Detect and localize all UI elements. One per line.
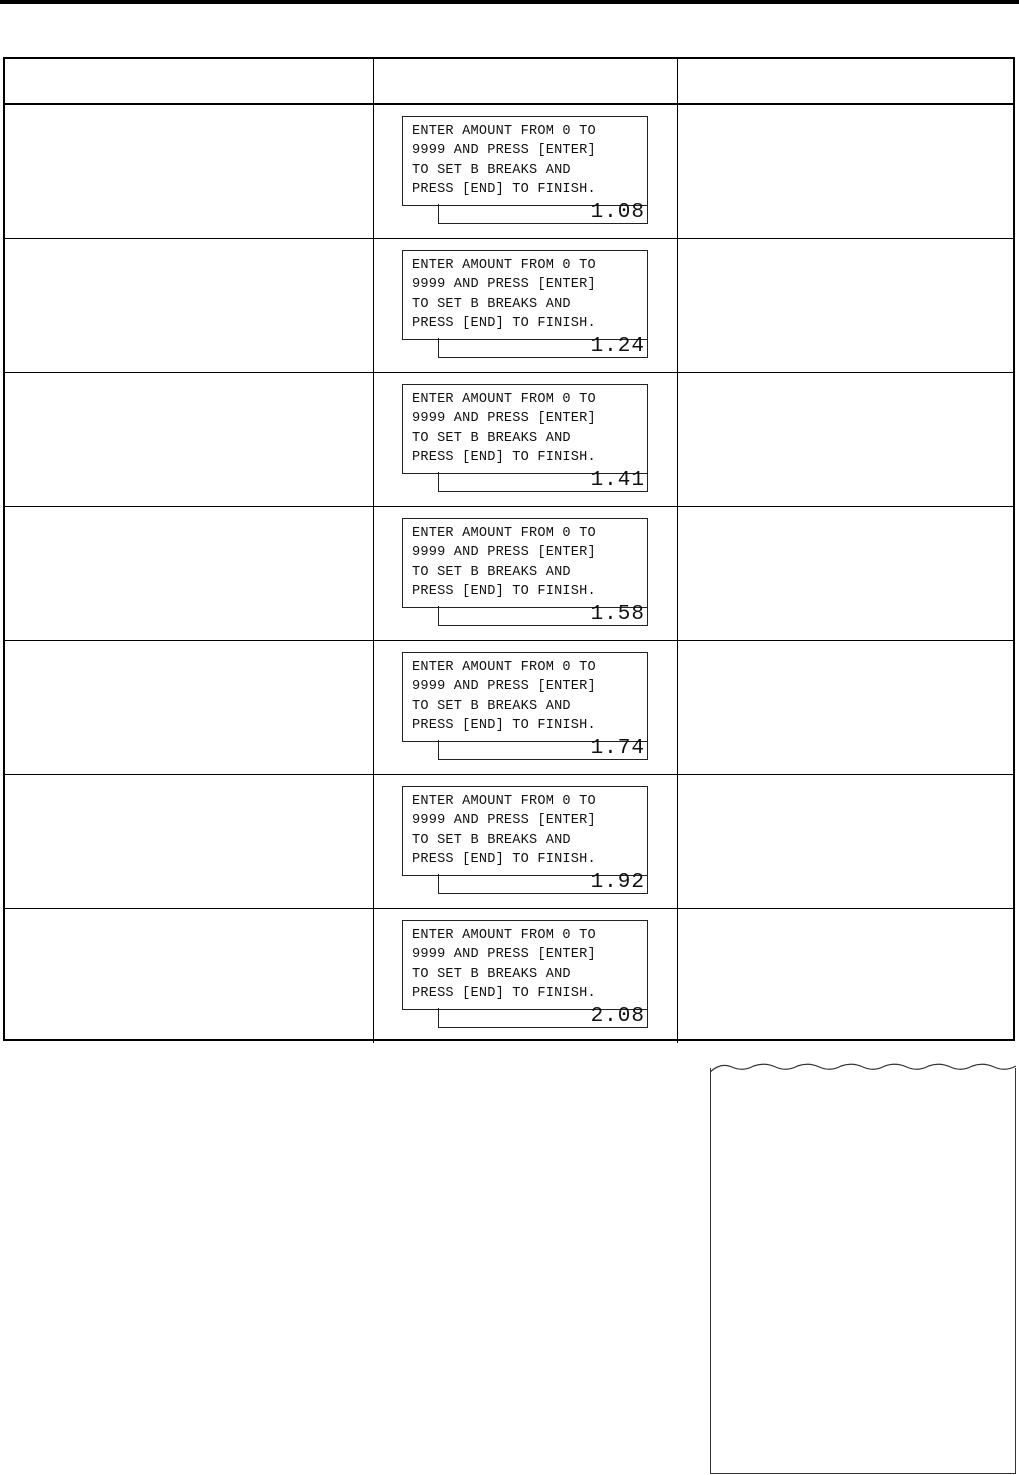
procedure-table: [3, 57, 1015, 1041]
explanation-cell: [678, 239, 1013, 372]
receipt-printout: [710, 1060, 1016, 1474]
display-message-line: 9999 AND PRESS [ENTER]: [412, 947, 596, 963]
table-row: [5, 909, 1013, 1043]
display-message-line: PRESS [END] TO FINISH.: [412, 717, 596, 733]
explanation-cell: [678, 507, 1013, 640]
display-message-box: [402, 384, 648, 474]
display-amount: 1.24: [438, 338, 648, 358]
explanation-cell: [678, 105, 1013, 238]
display-message-line: ENTER AMOUNT FROM 0 TO: [412, 526, 596, 541]
display-message-line: TO SET B BREAKS AND: [412, 966, 571, 982]
display-message-line: PRESS [END] TO FINISH.: [412, 315, 596, 331]
display-message-line: TO SET B BREAKS AND: [412, 832, 571, 848]
display-amount: 2.08: [438, 1008, 648, 1028]
display-cell: [374, 909, 678, 1043]
register-display: [402, 786, 650, 896]
register-display: [402, 250, 650, 360]
display-cell: [374, 373, 678, 506]
register-display: [402, 652, 650, 762]
display-cell: [374, 105, 678, 238]
top-rule: [0, 0, 1019, 4]
display-message-line: 9999 AND PRESS [ENTER]: [412, 411, 596, 427]
display-message-line: 9999 AND PRESS [ENTER]: [412, 679, 596, 695]
display-message-box: [402, 786, 648, 876]
header-display: [374, 59, 678, 103]
display-message-line: TO SET B BREAKS AND: [412, 564, 571, 580]
header-operation: [5, 59, 374, 103]
display-amount: 1.58: [438, 606, 648, 626]
display-cell: [374, 775, 678, 908]
operation-cell: [5, 507, 374, 640]
explanation-cell: [678, 641, 1013, 774]
register-display: [402, 518, 650, 628]
display-amount: 1.92: [438, 874, 648, 894]
display-message-box: [402, 920, 648, 1010]
display-message-line: ENTER AMOUNT FROM 0 TO: [412, 794, 596, 809]
display-message-line: ENTER AMOUNT FROM 0 TO: [412, 660, 596, 675]
display-message-line: TO SET B BREAKS AND: [412, 430, 571, 446]
operation-cell: [5, 373, 374, 506]
operation-cell: [5, 641, 374, 774]
register-display: [402, 384, 650, 494]
display-cell: [374, 239, 678, 372]
explanation-cell: [678, 775, 1013, 908]
explanation-cell: [678, 373, 1013, 506]
display-message-line: ENTER AMOUNT FROM 0 TO: [412, 928, 596, 943]
display-message-box: [402, 518, 648, 608]
operation-cell: [5, 239, 374, 372]
display-message-line: 9999 AND PRESS [ENTER]: [412, 813, 596, 829]
table-row: [5, 775, 1013, 909]
display-message-line: TO SET B BREAKS AND: [412, 162, 571, 178]
table-row: [5, 507, 1013, 641]
display-message-line: 9999 AND PRESS [ENTER]: [412, 143, 596, 159]
table-row: [5, 373, 1013, 507]
table-header: [5, 59, 1013, 105]
register-display: [402, 920, 650, 1030]
display-message-line: 9999 AND PRESS [ENTER]: [412, 545, 596, 561]
table-row: [5, 641, 1013, 775]
display-message-line: ENTER AMOUNT FROM 0 TO: [412, 124, 596, 139]
display-message-box: [402, 250, 648, 340]
display-message-line: ENTER AMOUNT FROM 0 TO: [412, 258, 596, 273]
display-message-box: [402, 116, 648, 206]
table-body: [5, 105, 1013, 1043]
display-amount: 1.41: [438, 472, 648, 492]
display-cell: [374, 641, 678, 774]
display-message-line: ENTER AMOUNT FROM 0 TO: [412, 392, 596, 407]
receipt-tear-edge: [710, 1060, 1016, 1076]
operation-cell: [5, 775, 374, 908]
display-message-line: PRESS [END] TO FINISH.: [412, 181, 596, 197]
display-message-line: TO SET B BREAKS AND: [412, 698, 571, 714]
table-row: [5, 105, 1013, 239]
display-cell: [374, 507, 678, 640]
display-message-line: TO SET B BREAKS AND: [412, 296, 571, 312]
display-message-line: 9999 AND PRESS [ENTER]: [412, 277, 596, 293]
register-display: [402, 116, 650, 226]
display-message-box: [402, 652, 648, 742]
explanation-cell: [678, 909, 1013, 1043]
display-message-line: PRESS [END] TO FINISH.: [412, 851, 596, 867]
display-message-line: PRESS [END] TO FINISH.: [412, 985, 596, 1001]
operation-cell: [5, 105, 374, 238]
receipt-paper: [710, 1068, 1016, 1474]
display-amount: 1.74: [438, 740, 648, 760]
display-message-line: PRESS [END] TO FINISH.: [412, 449, 596, 465]
display-message-line: PRESS [END] TO FINISH.: [412, 583, 596, 599]
table-row: [5, 239, 1013, 373]
operation-cell: [5, 909, 374, 1043]
header-explanation: [678, 59, 1013, 103]
display-amount: 1.08: [438, 204, 648, 224]
